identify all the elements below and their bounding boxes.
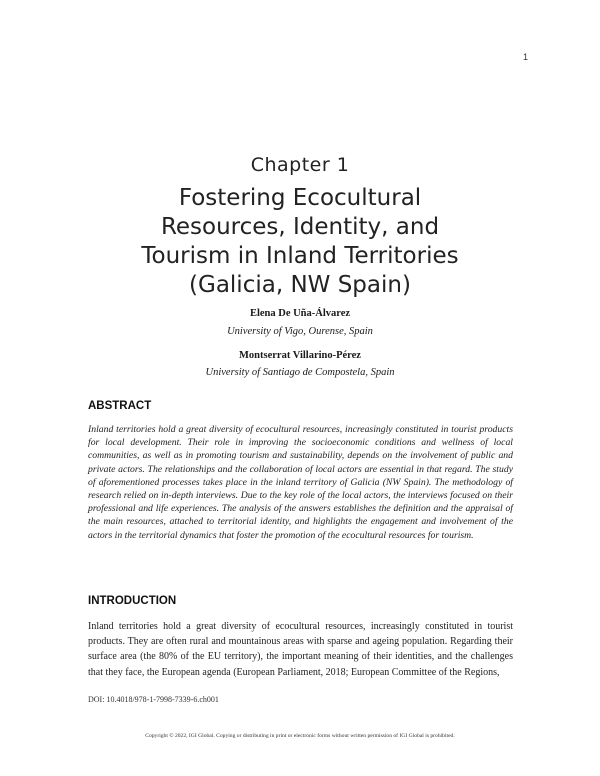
author-affiliation: University of Santiago de Compostela, Spain [205,367,395,378]
abstract-text: Inland territories hold a great diversity of ecocultural resources, increasingly constituted in tourist products for local development. Their role in improving the socioeconomic conditions and wellness of local communities, as well as in promoting tourism and sustainability, depends on the involvement of public and private actors. The relationships and the collaboration of local actors are essential in that regard. The study of aforementioned processes takes place in the inland territory of Galicia (NW Spain). The methodology of research relied on in-depth interviews. Due to the key role of the local actors, the interviews focused on their professional and life experiences. The analysis of the answers establishes the definition and the appraisal of the main resources, attached to territorial identity, and highlights the engagement and involvement of the actors in the territorial dynamics that foster the promotion of the ecocultural resources for tourism. [88,424,513,541]
introduction-text: Inland territories hold a great diversity of ecocultural resources, increasingly constituted in tourist products. They are often rural and mountainous areas with sparse and ageing population. Regarding their surface area (the 80% of the EU territory), the important meaning of their identities, and the challenges that they face, the European agenda (European Parliament, 2018; European Committee of the Regions, [88,621,513,678]
chapter-label: Chapter 1 [250,154,350,176]
chapter-title [60,184,540,300]
chapter-title-line: Fostering Ecocultural [178,185,422,211]
chapter-title-line: Tourism in Inland Territories [141,243,459,269]
author-affiliation: University of Vigo, Ourense, Spain [227,326,373,337]
author-name: Elena De Uña-Álvarez [249,308,351,319]
author-name: Montserrat Villarino-Pérez [239,350,361,361]
chapter-title-line: Resources, Identity, and [160,214,440,240]
introduction-heading: INTRODUCTION [88,595,177,607]
copyright-notice: Copyright © 2022, IGI Global. Copying or distributing in print or electronic forms without written permission of IGI Global is prohibited. [145,733,455,739]
doi: DOI: 10.4018/978-1-7998-7339-6.ch001 [88,695,219,704]
page-number: 1 [522,52,528,62]
abstract-heading: ABSTRACT [88,400,152,412]
chapter-title-line: (Galicia, NW Spain) [189,272,411,298]
